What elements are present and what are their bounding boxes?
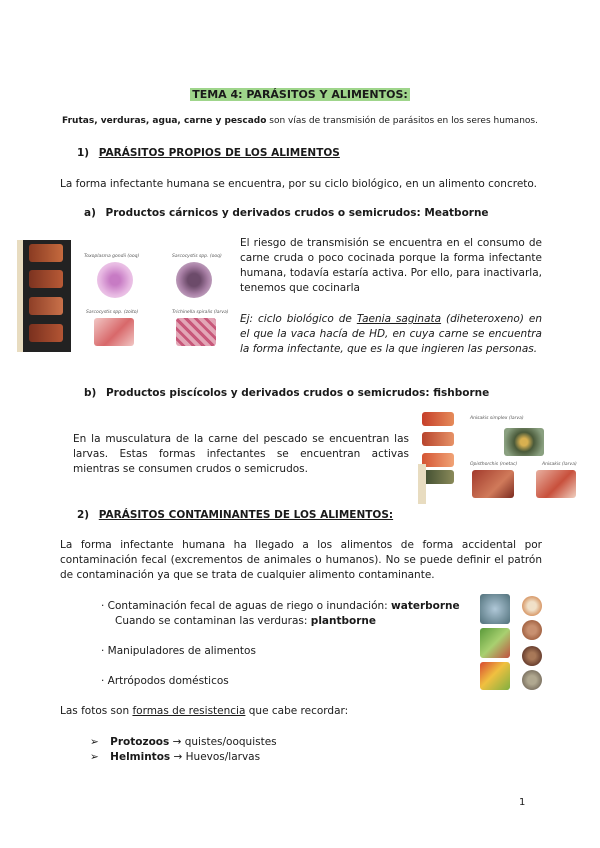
microscopy-trichinella xyxy=(176,318,216,346)
section1b-letter: b) xyxy=(84,387,97,399)
list-item-bold: Helmintos xyxy=(110,751,171,763)
list-item-helmintos xyxy=(90,750,260,765)
photo-fruits xyxy=(480,662,510,690)
microscopy-cyst-1 xyxy=(522,596,542,616)
list-bullet-icon: ➢ xyxy=(90,751,99,763)
bullet-waterborne-pre: · Contaminación fecal de aguas de riego o inundación: xyxy=(101,600,392,612)
fish-sidebar-bar xyxy=(418,464,426,504)
section1-text: La forma infectante humana se encuentra, por su ciclo biológico, en un alimento concreto. xyxy=(60,178,537,190)
caption-sarcocystis-zoito: Sarcocystis spp. (zoito) xyxy=(86,310,139,315)
bullet-plantborne xyxy=(115,614,376,629)
bullet-manipuladores: · Manipuladores de alimentos xyxy=(101,645,256,657)
list-item-rest: → quistes/ooquistes xyxy=(169,736,277,748)
caption-anisakis-larva: Anisakis (larva) xyxy=(542,462,577,467)
example-post: (diheteroxeno) en el que la vaca hacía de HD, en cuya carne se encuentra la forma infectante, que es la que ingieren las personas. xyxy=(240,313,542,355)
photos-post: que cabe recordar: xyxy=(245,705,349,717)
caption-sarcocystis-ooq: Sarcocystis spp. (ooq) xyxy=(172,254,222,259)
intro-rest: son vías de transmisión de parásitos en los seres humanos. xyxy=(266,116,538,126)
microscopy-egg-1 xyxy=(522,646,542,666)
section1a-example xyxy=(240,312,542,357)
photos-note xyxy=(60,704,348,719)
photo-anisakis-larva xyxy=(536,470,576,498)
photos-pre: Las fotos son xyxy=(60,705,133,717)
example-pre: Ej: ciclo biológico de xyxy=(240,313,357,325)
microscopy-cyst-2 xyxy=(522,620,542,640)
section2-title: PARÁSITOS CONTAMINANTES DE LOS ALIMENTOS: xyxy=(98,509,394,521)
page-number: 1 xyxy=(519,797,526,808)
fish-photo-1 xyxy=(422,412,454,426)
intro-line xyxy=(0,116,600,126)
caption-trichinella: Trichinella spiralis (larva) xyxy=(172,310,229,315)
bullet-plantborne-bold: plantborne xyxy=(310,615,376,627)
section1a-letter: a) xyxy=(84,207,96,219)
list-bullet-icon: ➢ xyxy=(90,736,99,748)
photo-vegetables xyxy=(480,628,510,658)
fish-photo-3 xyxy=(422,453,454,467)
meat-photo-2 xyxy=(29,270,63,288)
meat-photo-3 xyxy=(29,297,63,315)
caption-toxoplasma: Toxoplasma gondii (ooq) xyxy=(84,254,140,259)
fish-photo-2 xyxy=(422,432,454,446)
microscopy-sarcocystis-ooq xyxy=(176,262,212,298)
section1b-heading xyxy=(84,387,489,399)
caption-opisthorchis: Opisthorchis (metac) xyxy=(470,462,518,467)
meat-photo-strip xyxy=(23,240,71,352)
intro-bold: Frutas, verduras, agua, carne y pescado xyxy=(62,116,267,126)
section2-heading xyxy=(77,509,393,521)
section1a-title: Productos cárnicos y derivados crudos o semicrudos: Meatborne xyxy=(105,207,489,219)
section2-number: 2) xyxy=(77,509,90,521)
photo-opisthorchis xyxy=(472,470,514,498)
section1-title: PARÁSITOS PROPIOS DE LOS ALIMENTOS xyxy=(98,147,340,159)
section2-paragraph: La forma infectante humana ha llegado a los alimentos de forma accidental por contaminación fecal (excrementos de animales o humanos). No se puede definir el patrón de contaminación ya que se trata de cualquier alimento contaminante. xyxy=(60,539,542,581)
contaminant-image-group xyxy=(478,594,550,694)
microscopy-toxoplasma xyxy=(97,262,133,298)
meat-photo-1 xyxy=(29,244,63,262)
example-species: Taenia saginata xyxy=(356,313,442,325)
meat-photo-4 xyxy=(29,324,63,342)
title-highlight: TEMA 4: PARÁSITOS Y ALIMENTOS: xyxy=(192,88,408,101)
fish-image-group xyxy=(414,408,577,504)
microscopy-egg-2 xyxy=(522,670,542,690)
list-item-rest: → Huevos/larvas xyxy=(170,751,261,763)
photos-underlined: formas de resistencia xyxy=(132,705,246,717)
section1b-title: Productos piscícolos y derivados crudos o semicrudos: fishborne xyxy=(105,387,490,399)
section1-heading xyxy=(77,147,340,159)
bullet-waterborne-bold: waterborne xyxy=(391,600,460,612)
section1a-paragraph: El riesgo de transmisión se encuentra en el consumo de carne cruda o poco cocinada porque la forma infectante humana, todavía estaría activa. Por ello, para inactivarla, tenemos que cocinarla xyxy=(240,237,542,294)
bullet-artropodos: · Artrópodos domésticos xyxy=(101,675,229,687)
list-item-bold: Protozoos xyxy=(110,736,170,748)
section1b-paragraph: En la musculatura de la carne del pescado se encuentran las larvas. Estas formas infectantes se encuentran activas mientras se consumen crudos o semicrudos. xyxy=(73,433,409,475)
section1-number: 1) xyxy=(77,147,90,159)
page-title xyxy=(0,88,600,101)
caption-anisakis-simplex: Anisakis simplex (larva) xyxy=(470,416,524,421)
section1a-heading xyxy=(84,207,489,219)
fish-photo-4 xyxy=(422,470,454,484)
microscopy-sarcocystis-zoito xyxy=(94,318,134,346)
photo-water xyxy=(480,594,510,624)
bullet-waterborne xyxy=(101,599,460,614)
microscopy-anisakis xyxy=(504,428,544,456)
list-item-protozoos xyxy=(90,735,277,750)
bullet-plantborne-pre: Cuando se contaminan las verduras: xyxy=(115,615,311,627)
